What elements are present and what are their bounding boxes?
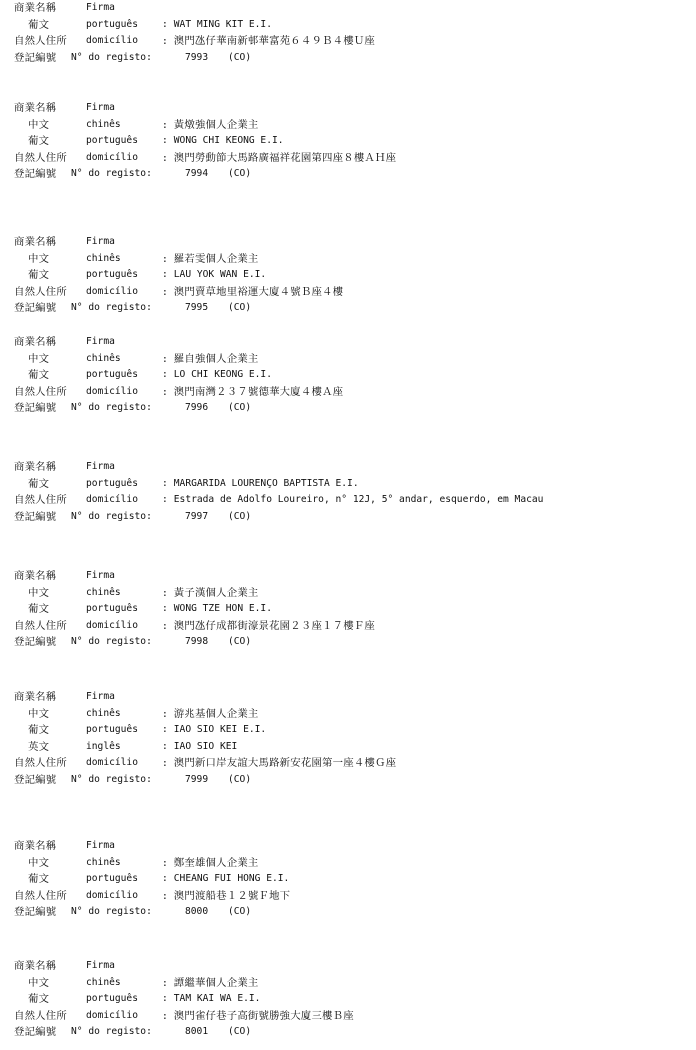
english-name-label-zh: 英文 [28,740,50,753]
english-name-line [14,739,694,756]
chinese-name-line [14,585,694,602]
domicile-value-wrapper [162,1008,354,1026]
domicile-value-wrapper [162,618,375,636]
portuguese-name-value: WONG CHI KEONG E.I. [173,135,284,146]
registry-label-zh: 登記編號 [14,51,57,64]
portuguese-name-label-pt: português [86,269,138,280]
domicile-label-pt: domicílio [86,619,138,631]
domicile-label-zh: 自然人住所 [14,35,67,47]
domicile-line [14,888,694,905]
chinese-name-label-pt: chinês [86,586,121,598]
firm-label-pt: Firma [86,840,115,851]
colon: : [162,18,168,30]
registry-number: 7995 [185,302,209,313]
registry-entry [14,958,694,1041]
portuguese-name-label-pt: português [86,993,138,1004]
domicile-label-pt: domicílio [86,757,138,768]
colon: : [162,740,168,752]
domicile-value: Estrada de Adolfo Loureiro, n° 12J, 5° andar, esquerdo, em Macau [173,494,544,505]
portuguese-name-value: CHEANG FUI HONG E.I. [173,873,290,884]
portuguese-name-label-zh: 葡文 [28,993,50,1005]
colon: : [162,708,168,720]
colon: : [162,1010,168,1022]
domicile-line [14,755,694,772]
registry-label-pt: N° do registo: [71,402,152,413]
domicile-line [14,150,694,167]
colon: : [162,494,168,505]
portuguese-name-line [14,601,694,618]
colon: : [162,119,168,131]
registry-label-zh: 登記編號 [14,636,57,648]
portuguese-name-label-zh: 葡文 [28,873,50,885]
entry-header [14,100,694,117]
registry-label-zh: 登記編號 [14,906,57,918]
chinese-name-value: 游兆基個人企業主 [173,707,259,720]
chinese-name-label-pt: chinês [86,118,121,130]
chinese-name-label-pt: chinês [86,976,121,988]
chinese-name-label-pt: chinês [86,707,121,719]
portuguese-name-value: LAU YOK WAN E.I. [173,269,267,280]
chinese-name-line [14,117,694,134]
entry-header [14,958,694,975]
domicile-line [14,33,694,50]
colon: : [162,873,168,884]
chinese-name-label-zh: 中文 [28,586,50,599]
registry-line [14,50,694,67]
portuguese-name-value-wrapper [162,871,289,888]
entry-header [14,0,694,17]
domicile-line [14,284,694,301]
registry-label-pt: N° do registo: [71,1026,152,1037]
portuguese-name-value-wrapper [162,133,284,150]
portuguese-name-line [14,871,694,888]
registry-label-pt: N° do registo: [71,510,152,522]
registry-label-zh: 登記編號 [14,302,57,314]
registry-label-zh: 登記編號 [14,402,57,414]
portuguese-name-label-pt: português [86,603,138,614]
domicile-value: 澳門氹仔華南新邨華富苑６４９Ｂ４樓Ｕ座 [173,35,376,47]
portuguese-name-line [14,722,694,739]
registry-label-pt: N° do registo: [71,773,152,785]
registry-code: (CO) [228,906,252,917]
domicile-label-pt: domicílio [86,35,138,46]
registry-line [14,166,694,183]
domicile-value: 澳門賣草地里裕運大廈４號Ｂ座４樓 [173,285,344,298]
english-name-label-pt: inglês [86,740,121,752]
portuguese-name-line [14,17,694,34]
domicile-line [14,1008,694,1025]
firm-label-zh: 商業名稱 [14,461,57,473]
portuguese-name-value-wrapper [162,267,266,284]
portuguese-name-label-pt: português [86,477,138,489]
registry-code: (CO) [228,402,252,413]
entry-header [14,568,694,585]
firm-label-pt: Firma [86,102,115,113]
registry-entry [14,459,694,525]
registry-code: (CO) [228,510,252,522]
chinese-name-label-zh: 中文 [28,118,50,131]
domicile-label-zh: 自然人住所 [14,385,67,398]
registry-number: 7996 [185,402,209,413]
portuguese-name-line [14,991,694,1008]
chinese-name-value-wrapper [162,706,259,724]
portuguese-name-line [14,367,694,384]
colon: : [162,353,168,365]
entry-header [14,689,694,706]
portuguese-name-label-pt: português [86,724,138,735]
firm-label-pt: Firma [86,691,115,702]
colon: : [162,152,168,164]
entry-header [14,838,694,855]
registry-line [14,1024,694,1041]
chinese-name-value: 羅若雯個人企業主 [173,252,259,265]
domicile-value: 澳門雀仔巷子高街號勝強大廈三樓Ｂ座 [173,1009,354,1022]
firm-label-zh: 商業名稱 [14,336,57,348]
portuguese-name-value-wrapper [162,991,260,1008]
domicile-label-zh: 自然人住所 [14,151,67,164]
registry-label-pt: N° do registo: [71,636,152,647]
firm-label-pt: Firma [86,2,115,13]
colon: : [162,857,168,869]
chinese-name-value-wrapper [162,975,259,993]
english-name-value: IAO SIO KEI [173,740,238,752]
colon: : [162,977,168,989]
registry-number: 7999 [185,773,209,785]
chinese-name-line [14,251,694,268]
portuguese-name-value: WONG TZE HON E.I. [173,603,272,614]
domicile-label-pt: domicílio [86,1009,138,1021]
chinese-name-label-pt: chinês [86,856,121,868]
registry-line [14,300,694,317]
domicile-label-zh: 自然人住所 [14,285,67,298]
chinese-name-value-wrapper [162,585,259,603]
firm-label-pt: Firma [86,336,115,347]
domicile-label-zh: 自然人住所 [14,757,67,769]
colon: : [162,369,168,380]
domicile-value: 澳門南灣２３７號德華大廈４樓Ａ座 [173,385,344,398]
domicile-value: 澳門氹仔成都街濠景花園２３座１７樓Ｆ座 [173,619,376,632]
colon: : [162,386,168,398]
registry-line [14,772,694,789]
chinese-name-value: 黃燉強個人企業主 [173,118,259,131]
portuguese-name-value: IAO SIO KEI E.I. [173,724,267,735]
domicile-value: 澳門渡船巷１２號Ｆ地下 [173,889,291,902]
portuguese-name-label-pt: português [86,369,138,380]
colon: : [162,890,168,902]
registry-entry [14,0,694,66]
domicile-line [14,384,694,401]
registry-label-pt: N° do registo: [71,906,152,917]
registry-label-pt: N° do registo: [71,51,152,63]
domicile-value-wrapper [162,150,396,168]
portuguese-name-label-zh: 葡文 [28,603,50,615]
colon: : [162,620,168,632]
colon: : [162,135,168,146]
portuguese-name-value-wrapper [162,17,272,34]
firm-label-zh: 商業名稱 [14,840,57,852]
chinese-name-line [14,855,694,872]
portuguese-name-label-zh: 葡文 [28,724,50,736]
firm-label-pt: Firma [86,236,115,247]
portuguese-name-value: LO CHI KEONG E.I. [173,369,272,380]
domicile-line [14,492,694,509]
registry-label-zh: 登記編號 [14,1026,57,1038]
chinese-name-line [14,975,694,992]
chinese-name-value-wrapper [162,855,259,873]
entry-header [14,459,694,476]
domicile-value-wrapper [162,888,290,906]
registry-label-zh: 登記編號 [14,773,57,786]
portuguese-name-label-pt: português [86,135,138,146]
chinese-name-label-pt: chinês [86,352,121,364]
domicile-label-pt: domicílio [86,889,138,901]
chinese-name-line [14,351,694,368]
chinese-name-value-wrapper [162,251,259,269]
firm-label-zh: 商業名稱 [14,102,57,114]
domicile-value-wrapper [162,755,396,773]
chinese-name-value: 鄭奎雄個人企業主 [173,856,259,869]
colon: : [162,603,168,614]
registry-entry [14,334,694,417]
portuguese-name-value: MARGARIDA LOURENÇO BAPTISTA E.I. [173,477,359,489]
domicile-line [14,618,694,635]
colon: : [162,724,168,735]
colon: : [162,477,168,489]
chinese-name-label-zh: 中文 [28,252,50,265]
portuguese-name-line [14,476,694,493]
firm-label-pt: Firma [86,570,115,581]
portuguese-name-line [14,133,694,150]
firm-label-pt: Firma [86,461,115,472]
registry-line [14,634,694,651]
registry-label-pt: N° do registo: [71,168,152,179]
domicile-value-wrapper [162,33,375,51]
domicile-value-wrapper [162,492,543,509]
portuguese-name-value-wrapper [162,367,272,384]
chinese-name-value: 羅自強個人企業主 [173,352,259,365]
registry-number: 7994 [185,168,209,179]
registry-entry [14,838,694,921]
registry-code: (CO) [228,302,252,313]
domicile-label-zh: 自然人住所 [14,1009,67,1022]
registry-line [14,400,694,417]
registry-number: 7997 [185,510,209,522]
portuguese-name-value: TAM KAI WA E.I. [173,993,261,1004]
registry-line [14,904,694,921]
registry-entry [14,568,694,651]
chinese-name-label-zh: 中文 [28,707,50,720]
firm-label-pt: Firma [86,960,115,971]
domicile-value-wrapper [162,384,343,402]
portuguese-name-label-pt: português [86,873,138,884]
colon: : [162,286,168,298]
registry-line [14,509,694,526]
registry-number: 7998 [185,636,209,647]
registry-code: (CO) [228,51,252,63]
domicile-value-wrapper [162,284,343,302]
registry-code: (CO) [228,1026,252,1037]
chinese-name-value-wrapper [162,117,259,135]
chinese-name-value: 黃子漢個人企業主 [173,586,259,599]
portuguese-name-line [14,267,694,284]
chinese-name-line [14,706,694,723]
colon: : [162,993,168,1004]
entry-header [14,234,694,251]
entry-header [14,334,694,351]
domicile-label-zh: 自然人住所 [14,494,67,506]
chinese-name-label-zh: 中文 [28,352,50,365]
domicile-label-zh: 自然人住所 [14,889,67,902]
chinese-name-value: 譚繼華個人企業主 [173,976,259,989]
colon: : [162,253,168,265]
registry-code: (CO) [228,773,252,785]
portuguese-name-label-zh: 葡文 [28,477,50,490]
registry-entry [14,234,694,317]
registry-label-pt: N° do registo: [71,302,152,313]
colon: : [162,269,168,280]
domicile-label-zh: 自然人住所 [14,619,67,632]
portuguese-name-value: WAT MING KIT E.I. [173,18,272,30]
registry-entry [14,689,694,788]
domicile-label-pt: domicílio [86,285,138,297]
chinese-name-label-pt: chinês [86,252,121,264]
registry-label-zh: 登記編號 [14,510,57,523]
colon: : [162,36,168,47]
chinese-name-value-wrapper [162,351,259,369]
colon: : [162,758,168,769]
portuguese-name-value-wrapper [162,722,266,739]
registry-code: (CO) [228,168,252,179]
domicile-label-pt: domicílio [86,385,138,397]
registry-entry [14,100,694,183]
portuguese-name-label-zh: 葡文 [28,135,50,147]
portuguese-name-label-zh: 葡文 [28,18,50,31]
portuguese-name-label-zh: 葡文 [28,369,50,381]
domicile-value: 澳門勞動節大馬路廣福祥花園第四座８樓ＡＨ座 [173,151,397,164]
registry-label-zh: 登記編號 [14,168,57,180]
chinese-name-label-zh: 中文 [28,856,50,869]
domicile-label-pt: domicílio [86,151,138,163]
firm-label-zh: 商業名稱 [14,236,57,248]
portuguese-name-value-wrapper [162,601,272,618]
registry-number: 8001 [185,1026,209,1037]
firm-label-zh: 商業名稱 [14,2,57,14]
portuguese-name-value-wrapper [162,476,359,493]
firm-label-zh: 商業名稱 [14,570,57,582]
domicile-label-pt: domicílio [86,494,138,505]
portuguese-name-label-pt: português [86,18,138,30]
firm-label-zh: 商業名稱 [14,960,57,972]
portuguese-name-label-zh: 葡文 [28,269,50,281]
firm-label-zh: 商業名稱 [14,691,57,703]
colon: : [162,587,168,599]
registry-code: (CO) [228,636,252,647]
registry-number: 7993 [185,51,209,63]
english-name-value-wrapper [162,739,237,756]
domicile-value: 澳門新口岸友誼大馬路新安花園第一座４樓Ｇ座 [173,757,397,769]
chinese-name-label-zh: 中文 [28,976,50,989]
registry-number: 8000 [185,906,209,917]
